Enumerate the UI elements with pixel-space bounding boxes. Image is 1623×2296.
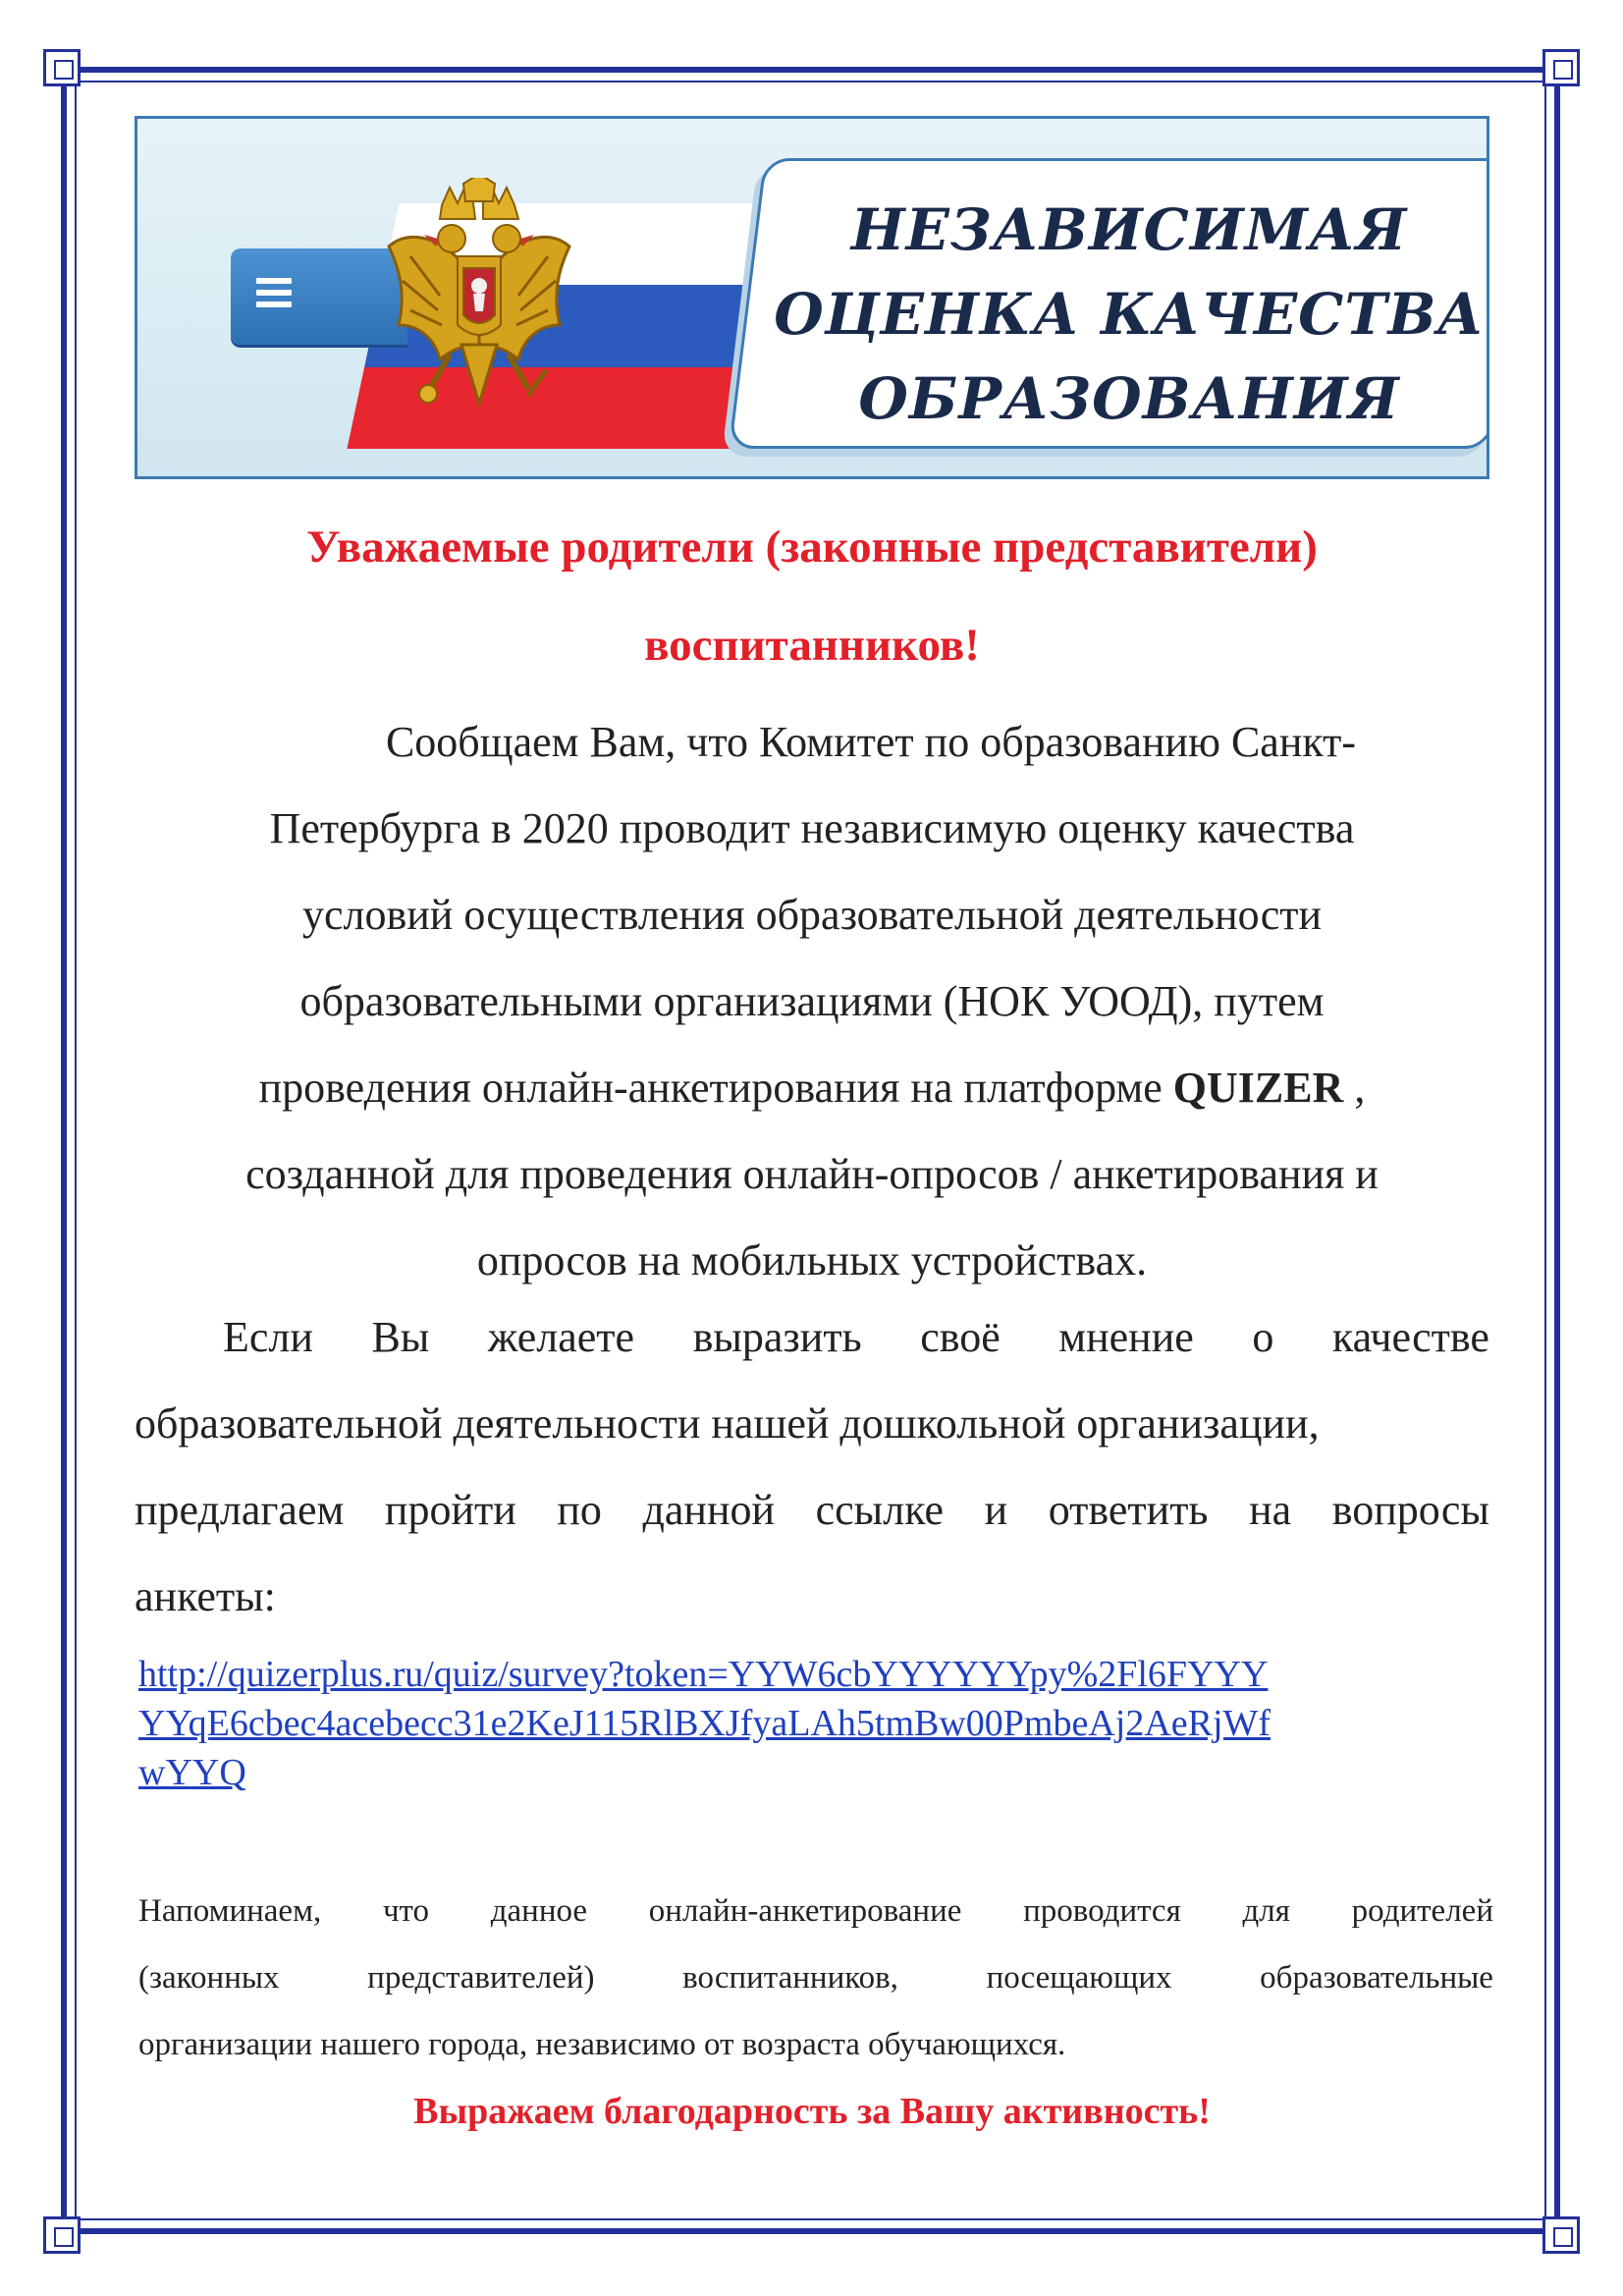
invite-word: мнение: [1058, 1313, 1194, 1361]
note-line-3: организации нашего города, независимо от возраста обучающихся.: [138, 2027, 1066, 2062]
note-word: онлайн-анкетирование: [648, 1893, 962, 1929]
intro-line: проведения онлайн-анкетирования на платформе: [258, 1064, 1163, 1112]
note-word: (законных: [138, 1960, 280, 1995]
invite-word: на: [1249, 1486, 1292, 1534]
note-word: посещающих: [986, 1960, 1172, 1995]
invite-paragraph: [135, 1294, 1489, 1640]
banner-title: [766, 188, 1489, 441]
platform-suffix: ,: [1343, 1064, 1366, 1112]
invite-word: вопросы: [1331, 1486, 1489, 1534]
invite-word: о: [1252, 1313, 1274, 1361]
heading-line-1: Уважаемые родители (законные представители): [306, 521, 1318, 573]
invite-word: Вы: [371, 1313, 430, 1361]
invite-word: пройти: [384, 1486, 516, 1534]
intro-line: Петербурга в 2020 проводит независимую оценку качества: [269, 804, 1355, 852]
invite-line-3: [135, 1467, 1489, 1554]
invite-word: ссылке: [815, 1486, 945, 1534]
corner-ornament-top-right: [1542, 49, 1580, 86]
note-word: воспитанников,: [682, 1960, 898, 1995]
invite-word: данной: [642, 1486, 776, 1534]
note-word: для: [1242, 1893, 1290, 1929]
invite-word: качестве: [1331, 1313, 1489, 1361]
corner-ornament-top-left: [43, 49, 81, 86]
note-line-1: [138, 1878, 1493, 1944]
invite-word: предлагаем: [135, 1486, 345, 1534]
invite-word: ответить: [1048, 1486, 1209, 1534]
survey-link[interactable]: [138, 1650, 1493, 1797]
corner-ornament-bottom-right: [1542, 2216, 1580, 2254]
double-headed-eagle-emblem-icon: [381, 178, 577, 443]
thanks-message: Выражаем благодарность за Вашу активность!: [413, 2091, 1211, 2132]
menu-lines-icon: [256, 278, 292, 313]
invite-line-1: [135, 1294, 1489, 1381]
survey-link-line[interactable]: http://quizerplus.ru/quiz/survey?token=YYW6cbYYYYYYpy%2Fl6FYYY: [138, 1654, 1269, 1695]
invite-word: по: [557, 1486, 602, 1534]
note-word: что: [382, 1893, 430, 1929]
intro-line: опросов на мобильных устройствах.: [476, 1236, 1148, 1285]
invite-word: выразить: [692, 1313, 862, 1361]
heading-line-2: воспитанников!: [644, 620, 980, 671]
invite-word: своё: [920, 1313, 1001, 1361]
intro-line: созданной для проведения онлайн-опросов / анкетирования и: [245, 1150, 1379, 1198]
intro-line: условий осуществления образовательной деятельности: [301, 891, 1323, 939]
invite-line-2: образовательной деятельности нашей дошкольной организации,: [135, 1399, 1320, 1448]
banner-title-line: ОЦЕНКА КАЧЕСТВА: [774, 281, 1485, 348]
note-word: данное: [490, 1893, 588, 1929]
banner-title-line: НЕЗАВИСИМАЯ: [850, 196, 1408, 263]
corner-ornament-bottom-left: [43, 2216, 81, 2254]
note-word: Напоминаем,: [138, 1893, 322, 1929]
invite-word: и: [984, 1486, 1008, 1534]
header-banner: [135, 116, 1489, 479]
intro-line: Сообщаем Вам, что Комитет по образованию Санкт-: [385, 718, 1357, 766]
note-word: представителей): [367, 1960, 595, 1995]
intro-paragraph: [135, 699, 1489, 1304]
invite-line-4: анкеты:: [135, 1572, 276, 1620]
invite-word: Если: [223, 1313, 313, 1361]
banner-title-line: ОБРАЗОВАНИЯ: [858, 365, 1400, 432]
platform-name: QUIZER: [1172, 1064, 1344, 1112]
survey-link-line[interactable]: YYqE6cbec4acebecc31e2KeJ115RlBXJfyaLAh5tmBw00PmbeAj2AeRjWf: [138, 1703, 1271, 1744]
note-word: образовательные: [1260, 1960, 1493, 1995]
note-line-2: [138, 1944, 1493, 2011]
survey-link-line[interactable]: wYYQ: [138, 1752, 246, 1793]
intro-line: образовательными организациями (НОК УООД), путем: [299, 977, 1325, 1025]
note-word: родителей: [1351, 1893, 1493, 1929]
intro-line-platform: [135, 1045, 1489, 1131]
note-word: проводится: [1023, 1893, 1181, 1929]
reminder-note: [138, 1878, 1493, 2078]
invite-word: желаете: [487, 1313, 635, 1361]
